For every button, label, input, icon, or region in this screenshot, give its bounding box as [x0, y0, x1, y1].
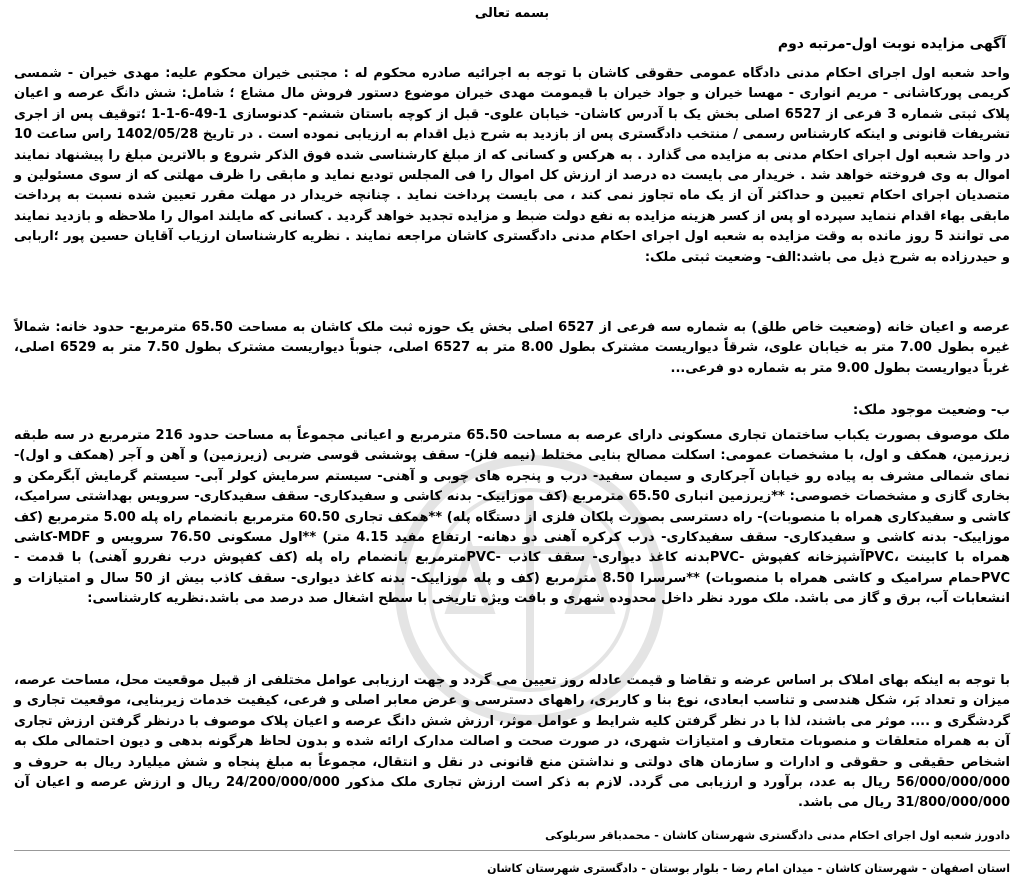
signature-line: دادورز شعبه اول اجرای احکام مدنی دادگستری شهرستان کاشان - محمدباقر سربلوکی — [545, 829, 1010, 842]
notice-paragraph-registration: عرصه و اعیان خانه (وضعیت خاص طلق) به شماره سه فرعی از 6527 اصلی بخش یک حوزه ثبت ملک کاشان به مساحت 65.50 مترمربع- حدود خانه: شمالاً غیره بطول 7.00 متر به خیابان علوی، شرقاً دیواریست مشترک بطول 8.00 متر به 6527 اصلی، جنوباً دیواریست مشترک بطول 7.50 متر به 6529 اصلی، غرباً دیواریست بطول 9.00 متر به شماره دو فرعی... — [14, 320, 1010, 376]
notice-paragraph-expert-opinion: با توجه به اینکه بهای املاک بر اساس عرضه و تقاضا و قیمت عادله روز تعیین می گردد و جهت ارزیابی عوامل مختلفی از قبیل موقعیت محل، مساحت عرصه، میزان و تعداد بَر، شکل هندسی و تناسب ابعادی، نوع بنا و کاربری، راههای دسترسی و عرض معابر اصلی و فرعی، کیفیت خدمات زیربنایی، موقعیت تجاری و گردشگری و .... موثر می باشند، لذا با در نظر گرفتن کلیه شرایط و عوامل موثر، ارزش شش دانگ عرصه و اعیان پلاک موصوف با درنظر گرفتن ارزش تجاری آن به همراه متعلقات و منصوبات متعارف و امتیازات شهری، در صورت صحت و اصالت مدارک ارائه شده و بدون لحاظ هرگونه بدهی و دیون احتمالی ملک به اشخاص حقیقی و حقوقی و ادارات و سازمان های دولتی و نداشتن منع قانونی در نقل و انتقال، مجموعاً به مبلغ پنجاه و شش میلیارد ریال به حروف و 56/000/000/000 ریال به عدد، برآورد و ارزیابی می گردد. لازم به ذکر است ارزش تجاری ملک مذکور 24/200/000/000 ریال و ارزش عرصه و اعیان آن 31/800/000/000 ریال می باشد. — [14, 673, 1010, 811]
bismillah-heading: بسمه تعالی — [474, 6, 550, 21]
address-line: استان اصفهان - شهرستان کاشان - میدان امام رضا - بلوار بوستان - دادگستری شهرستان کاشان — [487, 862, 1010, 875]
notice-paragraph-property-status: ملک موصوف بصورت یکباب ساختمان تجاری مسکونی دارای عرصه به مساحت 65.50 مترمربع و اعیانی مجموعاً به مساحت حدود 216 مترمربع در سه طبقه زیرزمین، همکف و اول، با مشخصات عمومی: اسکلت مصالح بنایی مختلط (نیمه فلز)- سقف پوششی قوسی ضربی (زیرزمین) و آهن و آجر (همکف و اول)- نمای شمالی مشرف به پیاده رو خیابان آجرکاری و سیمان سفید- درب و پنجره های چوبی و آهنی- سیستم سرمایش کولر آبی- سیستم گرمایش آبگرمکن و بخاری گازی و مشخصات خصوصی: **زیرزمین انباری 65.50 مترمربع (کف موزاییک- بدنه کاشی و سفیدکاری- سقف سفیدکاری- سرویس بهداشتی سرامیک، کاشی و سفیدکاری همراه با منصوبات)- راه دسترسی بصورت پلکان فلزی از دستگاه پله) **همکف تجاری 60.50 مترمربع بانضمام راه پله 5.00 مترمربع (کف موزاییک- بدنه کاشی و سفیدکاری- سقف سفیدکاری- درب کرکره آهنی دو دهانه- ارتفاع مفید 4.15 متر) **اول مسکونی 76.50 سرویس و MDF-کاشی همراه با کابینت ،PVCآشپزخانه کفپوش -PVCبدنه کاغذ دیواری- سقف کاذب -PVCمترمربع بانضمام راه پله (کف کفپوش درب نفررو آهنی) با قدمت -PVCحمام سرامیک و کاشی همراه با منصوبات) **سرسرا 8.50 مترمربع (کف و پله موزاییک- بدنه کاغذ دیواری- سقف کاذب بیش از 50 سال و امتیازات و انشعابات آب، برق و گاز می باشد. ملک مورد نظر داخل محدوده شهری و بافت ویژه تاریخی با سطح اشغال صد درصد می باشد.نظریه کارشناسی: — [14, 428, 1011, 607]
footer-divider — [14, 850, 1010, 851]
notice-title: آگهی مزایده نوبت اول-مرتبه دوم — [777, 36, 1006, 52]
section-b-title: ب- وضعیت موجود ملک: — [852, 402, 1010, 418]
notice-paragraph-intro: واحد شعبه اول اجرای احکام مدنی دادگاه عمومی حقوقی کاشان با توجه به اجرائیه صادره محکوم له : مجتبی خیران محکوم علیه: مهدی خیران - شمسی کریمی پورکاشانی - مریم انواری - مهسا خیران و جواد خیران با قیمومت مهدی خیران موضوع دستور فروش مال مشاع ؛ شامل: شش دانگ عرصه و اعیان پلاک ثبتی شماره 3 فرعی از 6527 اصلی بخش یک با آدرس کاشان- خیابان علوی- قبل از کوچه باستان ششم- کدنوسازی 1-49-6-1-1 ؛توقیف پس از اجری تشریفات قانونی و اینکه کارشناس رسمی / منتخب دادگستری پس از بازدید به شرح ذیل اقدام به ارزیابی نموده است . در تاریخ 1402/05/28 راس ساعت 10 در واحد شعبه اول اجرای احکام مدنی به مزایده می گذارد . به هرکس و کسانی که از مبلغ کارشناسی شده فوق الذکر شروع و بالاترین مبلغ را پیشنهاد نمایند اموال به وی فروخته خواهد شد . خریدار می بایست ده درصد از ارزش کل اموال را فی المجلس تودیع نماید و مابقی را ظرف مهلتی که از سوی مسئولین و متصدیان اجرای احکام تعیین و حداکثر آن از یک ماه تجاوز نمی کند ، می بایست پرداخت نماید . چنانچه خریدار در مهلت مقرر تعیین شده نسبت به پرداخت مابقی بهاء اقدام ننماید سپرده او پس از کسر هزینه مزایده به نفع دولت ضبط و مزایده تجدید خواهد گردید . کسانی که مایلند اموال را ملاحظه و بازدید نمایند می توانند 5 روز مانده به وقت مزایده به شعبه اول اجرای احکام مدنی دادگستری کاشان مراجعه نمایند . نظریه کارشناسان ارزیاب آقایان حسین پور ؛اربابی و حیدرزاده به شرح ذیل می باشد:الف- وضعیت ثبتی ملک: — [14, 66, 1011, 265]
